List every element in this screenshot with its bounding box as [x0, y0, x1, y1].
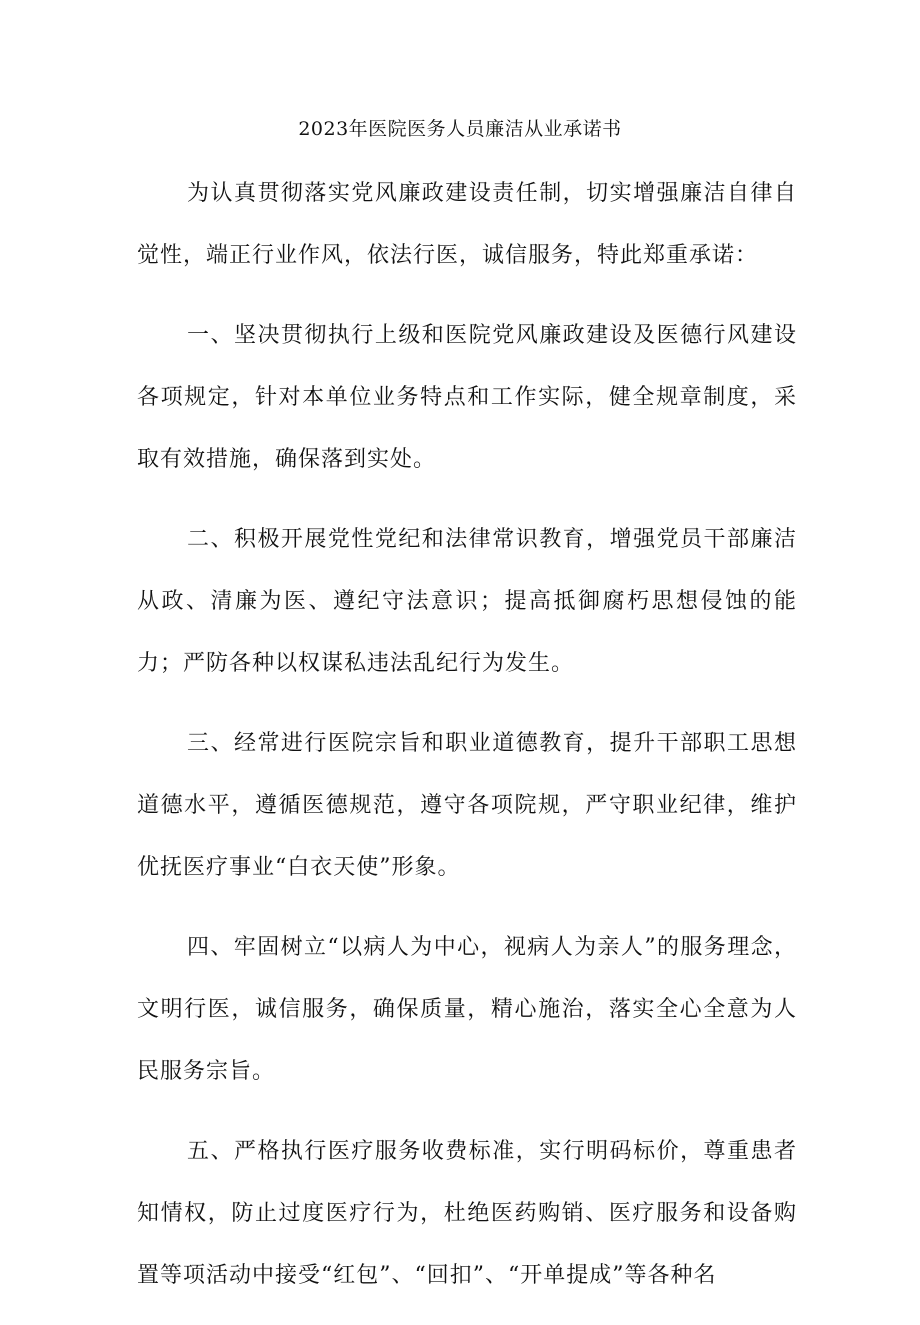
paragraph-intro: 为认真贯彻落实党风廉政建设责任制，切实增强廉洁自律自觉性，端正行业作风，依法行医，诚信服务，特此郑重承诺： [137, 181, 797, 268]
paragraph-item-4: 四、牢固树立“以病人为中心，视病人为亲人”的服务理念，文明行医，诚信服务，确保质量，精心施治，落实全心全意为人民服务宗旨。 [137, 935, 797, 1084]
document-body [137, 163, 797, 1325]
document-title: 2023年医院医务人员廉洁从业承诺书 [298, 118, 622, 140]
paragraph-item-1: 一、坚决贯彻执行上级和医院党风廉政建设及医德行风建设各项规定，针对本单位业务特点和工作实际，健全规章制度，采取有效措施，确保落到实处。 [137, 323, 797, 472]
paragraph-item-3: 三、经常进行医院宗旨和职业道德教育，提升干部职工思想道德水平，遵循医德规范，遵守各项院规，严守职业纪律，维护优抚医疗事业“白衣天使”形象。 [137, 731, 797, 880]
paragraph-item-2: 二、积极开展党性党纪和法律常识教育，增强党员干部廉洁从政、清廉为医、遵纪守法意识；提高抵御腐朽思想侵蚀的能力；严防各种以权谋私违法乱纪行为发生。 [137, 527, 797, 676]
paragraph-item-5: 五、严格执行医疗服务收费标准，实行明码标价，尊重患者知情权，防止过度医疗行为，杜绝医药购销、医疗服务和设备购置等项活动中接受“红包”、“回扣”、“开单提成”等各种名 [137, 1139, 797, 1288]
